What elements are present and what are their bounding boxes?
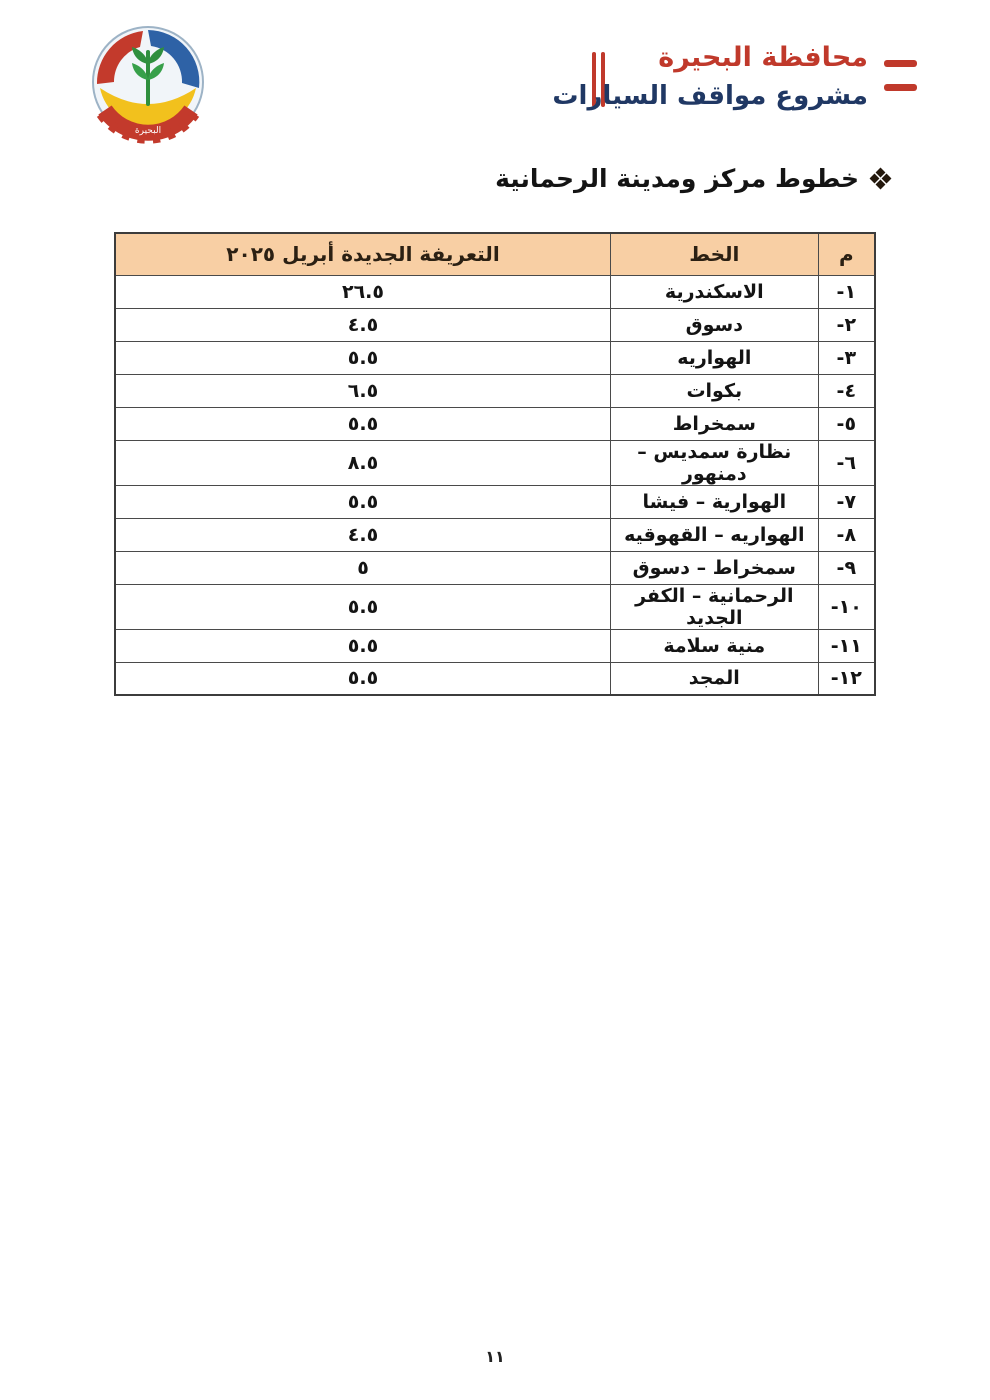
column-header-tariff: التعريفة الجديدة أبريل ٢٠٢٥	[115, 233, 611, 275]
row-number: ٦-	[818, 440, 875, 485]
page-number: ١١	[485, 1347, 505, 1366]
table-row	[115, 407, 875, 440]
row-number: ١-	[818, 275, 875, 308]
tariff-value: ٦.٥	[115, 374, 611, 407]
row-number: ٨-	[818, 518, 875, 551]
row-number: ٧-	[818, 485, 875, 518]
header-divider-right-icon	[884, 60, 917, 91]
row-number: ٥-	[818, 407, 875, 440]
route-name: الاسكندرية	[611, 275, 819, 308]
route-name: الهوارية – فيشا	[611, 485, 819, 518]
table-row	[115, 584, 875, 629]
tariff-value: ٥	[115, 551, 611, 584]
route-name: سمخراط – دسوق	[611, 551, 819, 584]
tariff-value: ٥.٥	[115, 662, 611, 695]
tariff-value: ٥.٥	[115, 407, 611, 440]
section-title: خطوط مركز ومدينة الرحمانية	[495, 164, 859, 193]
route-name: المجد	[611, 662, 819, 695]
row-number: ٣-	[818, 341, 875, 374]
route-name: منية سلامة	[611, 629, 819, 662]
diamond-bullet-icon	[871, 169, 890, 188]
route-name: دسوق	[611, 308, 819, 341]
route-name: نظارة سمديس – دمنهور	[611, 440, 819, 485]
tariff-value: ٥.٥	[115, 584, 611, 629]
table-row	[115, 485, 875, 518]
row-number: ١٠-	[818, 584, 875, 629]
project-name: مشروع مواقف السيارات	[552, 81, 868, 112]
row-number: ١٢-	[818, 662, 875, 695]
table-row	[115, 662, 875, 695]
table-header-row	[115, 233, 875, 275]
table-row	[115, 275, 875, 308]
table-row	[115, 308, 875, 341]
row-number: ١١-	[818, 629, 875, 662]
route-name: الرحمانية – الكفر الجديد	[611, 584, 819, 629]
table-row	[115, 374, 875, 407]
tariff-value: ٢٦.٥	[115, 275, 611, 308]
tariff-value: ٤.٥	[115, 518, 611, 551]
table-row	[115, 629, 875, 662]
tariff-value: ٨.٥	[115, 440, 611, 485]
table-row	[115, 341, 875, 374]
row-number: ٢-	[818, 308, 875, 341]
tariff-value: ٤.٥	[115, 308, 611, 341]
tariff-value: ٥.٥	[115, 629, 611, 662]
letterhead	[552, 42, 868, 113]
tariff-value: ٥.٥	[115, 341, 611, 374]
column-header-number: م	[818, 233, 875, 275]
governorate-logo	[88, 24, 208, 152]
logo-text: البحيرة	[134, 126, 162, 136]
row-number: ٤-	[818, 374, 875, 407]
route-name: الهواريه	[611, 341, 819, 374]
route-name: بكوات	[611, 374, 819, 407]
column-header-line: الخط	[611, 233, 819, 275]
tariff-table	[114, 232, 876, 696]
tariff-value: ٥.٥	[115, 485, 611, 518]
route-name: الهواريه – القهوقيه	[611, 518, 819, 551]
row-number: ٩-	[818, 551, 875, 584]
org-name: محافظة البحيرة	[658, 42, 868, 73]
section-heading	[495, 164, 890, 193]
table-row	[115, 440, 875, 485]
route-name: سمخراط	[611, 407, 819, 440]
table-row	[115, 551, 875, 584]
table-row	[115, 518, 875, 551]
